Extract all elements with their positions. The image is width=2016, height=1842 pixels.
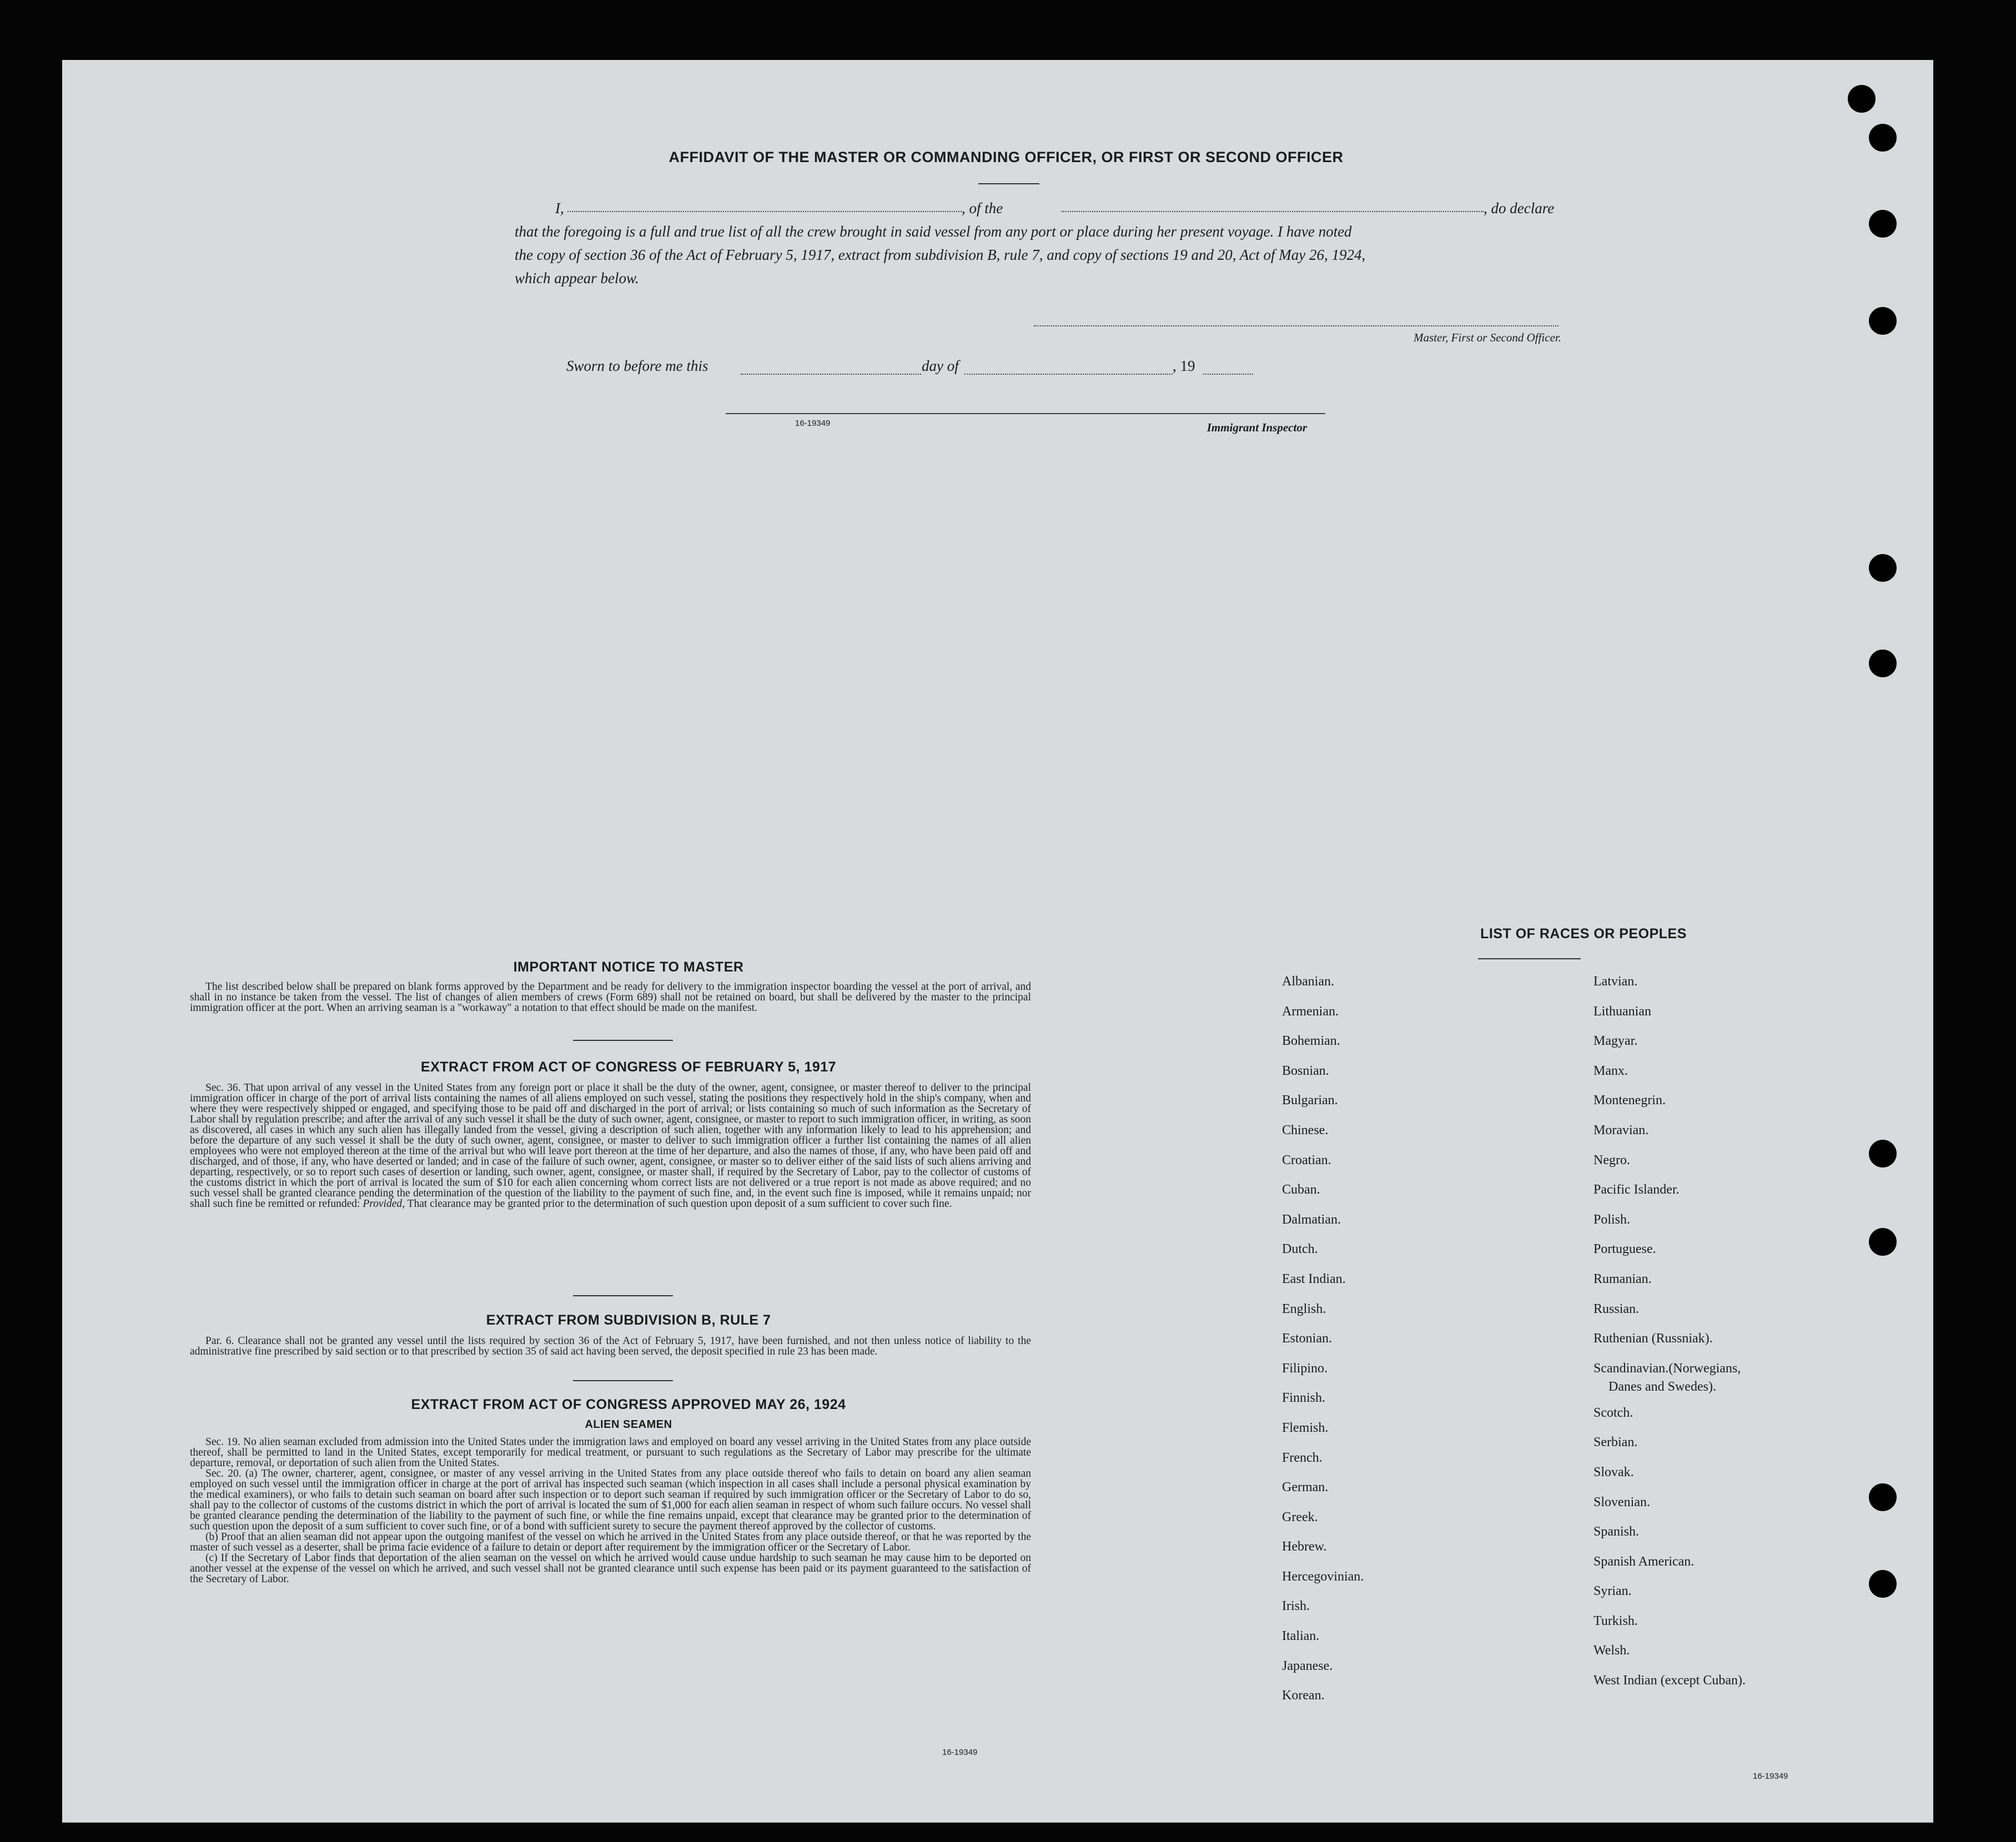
race-item: Pacific Islander. [1593,1182,1680,1197]
race-item: Rumanian. [1593,1271,1652,1286]
race-item: Spanish American. [1593,1554,1695,1569]
notice-text [190,982,1031,1013]
punch-hole [1869,554,1897,582]
race-item: Latvian. [1593,974,1638,989]
race-item: French. [1282,1450,1323,1465]
race-item: Manx. [1593,1063,1628,1078]
race-item: Hercegovinian. [1282,1569,1364,1584]
signature-blank[interactable] [1034,325,1558,326]
race-item: Italian. [1282,1629,1320,1644]
race-item: Bohemian. [1282,1034,1340,1049]
race-item: Syrian. [1593,1584,1632,1599]
year-blank[interactable] [1203,374,1253,375]
punch-hole [1869,650,1897,677]
inspector-signature-line[interactable] [726,413,1325,414]
divider [573,1040,673,1041]
race-item: Slovenian. [1593,1494,1650,1509]
sec19-paragraph: Sec. 19. No alien seaman excluded from admission into the United States under the immigration laws and employed on board any vessel arriving in the United States from any place outside thereof, shall be permitted to land in the United States, except temporarily for medical treatment, or pursuant to such regulations as the Secretary of Labor may prescribe for the ultimate departure, removal, or deportation of such alien from the United States. [190,1436,1031,1469]
affidavit-do-declare: , do declare [1484,200,1555,217]
sec20a-paragraph: Sec. 20. (a) The owner, charterer, agent, consignee, or master of any vessel arriving in the United States from any place outside thereof who fails to detain on board any alien seaman employed on such vessel until the immigration officer in charge at the port of arrival has inspected such seaman (which inspection in all cases shall include a personal physical examination by the medical examiners), or who fails to detain such seaman on board after such inspection or to deport such seaman if required by such immigration officer or the Secretary of Labor to do so, shall pay to the collector of customs of the customs district in which the port of arrival is located the sum of $1,000 for each alien seaman in respect of whom such failure occurs. No vessel shall be granted clearance pending the determination of the liability to the payment of such fine, or while the fine remains unpaid, except that clearance may be granted prior to the determination of such question upon the deposit of a sum sufficient to cover such fine, or of a bond with sufficient surety to secure the payment thereof approved by the collector of customs. [190,1468,1031,1532]
races-left-column [1282,973,1364,1717]
extract-1917-text [190,1083,1031,1209]
affidavit-body-line3: which appear below. [515,270,639,286]
month-blank[interactable] [964,374,1173,375]
extract-1924-title: EXTRACT FROM ACT OF CONGRESS APPROVED MAY 26, 1924 [411,1397,846,1412]
sworn-label: Sworn to before me this [566,358,708,374]
race-item: Korean. [1282,1688,1325,1703]
race-item: Albanian. [1282,974,1334,989]
race-item: Russian. [1593,1301,1640,1316]
race-item: Ruthenian (Russniak). [1593,1331,1713,1346]
races-title: LIST OF RACES OR PEOPLES [1480,926,1687,942]
notice-title: IMPORTANT NOTICE TO MASTER [513,959,744,975]
race-item: Hebrew. [1282,1539,1327,1554]
races-right-column [1593,973,1746,1702]
race-item: Cuban. [1282,1182,1320,1197]
vessel-blank[interactable] [1062,211,1484,212]
divider [978,183,1039,184]
race-item: English. [1282,1301,1326,1316]
race-item: Flemish. [1282,1420,1329,1435]
signature-caption: Master, First or Second Officer. [1414,331,1561,344]
divider [573,1380,673,1381]
year-label: , 19 [1173,358,1195,374]
rule7-paragraph: Par. 6. Clearance shall not be granted any vessel until the lists required by section 36 of the Act of February 5, 1917, have been furnished, and not then unless notice of liability to the administrative fine prescribed by said section or to that prescribed by section 35 of said act having been served, the deposit specified in rule 23 has been made. [190,1335,1031,1357]
divider [573,1295,673,1296]
extract-1924-subtitle: ALIEN SEAMEN [585,1418,672,1431]
race-item: Negro. [1593,1152,1630,1167]
extract-1924-text [190,1437,1031,1584]
race-item: Spanish. [1593,1524,1640,1539]
extract-form-number: 16-19349 [942,1748,978,1757]
affidavit-i-label: I, [555,200,564,217]
punch-hole [1869,1570,1897,1598]
proviso-label: Provided, [363,1198,405,1210]
race-item: Bosnian. [1282,1063,1329,1078]
race-item: Irish. [1282,1599,1310,1614]
race-item: Scotch. [1593,1405,1633,1420]
punch-hole [1848,85,1876,113]
races-form-number: 16-19349 [1753,1771,1788,1781]
race-item: Greek. [1282,1509,1318,1524]
race-item: West Indian (except Cuban). [1593,1673,1746,1688]
name-blank[interactable] [567,211,962,212]
punch-hole [1869,210,1897,238]
race-item: Lithuanian [1593,1004,1651,1019]
extract-rule7-title: EXTRACT FROM SUBDIVISION B, RULE 7 [486,1312,771,1328]
race-item: Armenian. [1282,1004,1339,1019]
inspector-caption: Immigrant Inspector [1206,421,1307,434]
notice-paragraph: The list described below shall be prepared on blank forms approved by the Department and be ready for delivery to the immigration inspector boarding the vessel at the port of arrival, and shall in no instance be taken from the vessel. The list of changes of alien members of crews (Form 689) shall not be retained on board, but shall be delivered by the master to the principal immigration officer at the port. When an arriving seaman is a "workaway" a notation to that effect should be made on the manifest. [190,981,1031,1014]
race-item: Chinese. [1282,1123,1329,1138]
punch-hole [1869,1140,1897,1167]
race-item: Bulgarian. [1282,1093,1338,1108]
scandinavian-continuation: Danes and Swedes). [1608,1380,1716,1394]
race-item: Scandinavian.(Norwegians, [1593,1361,1741,1376]
race-item: German. [1282,1480,1329,1495]
race-item: Croatian. [1282,1152,1331,1167]
affidavit-form-number: 16-19349 [795,419,831,428]
race-item: Dalmatian. [1282,1212,1341,1227]
race-item: Magyar. [1593,1034,1638,1049]
race-item: Polish. [1593,1212,1631,1227]
sec20c-paragraph: (c) If the Secretary of Labor finds that deportation of the alien seaman on the vessel on which he arrived would cause undue hardship to such seaman he may cause him to be deported on another vessel at the expense of the vessel on which he arrived, and such vessel shall not be granted clearance until such expense has been paid or its payment guaranteed to the satisfaction of the Secretary of Labor. [190,1552,1031,1585]
extract-rule7-text [190,1336,1031,1357]
punch-hole [1869,1228,1897,1256]
race-item: Serbian. [1593,1435,1638,1450]
divider [1478,958,1581,959]
affidavit-body-line2: the copy of section 36 of the Act of February 5, 1917, extract from subdivision B, rule 7, and copy of sections 19 and 20, Act of May 26, 1924, [515,246,1366,263]
race-item: Estonian. [1282,1331,1332,1346]
punch-hole [1869,1483,1897,1511]
extract-1917-title: EXTRACT FROM ACT OF CONGRESS OF FEBRUARY 5, 1917 [420,1059,837,1075]
race-item: Slovak. [1593,1464,1634,1479]
race-item: Welsh. [1593,1643,1630,1658]
day-blank[interactable] [741,374,921,375]
sec20b-paragraph: (b) Proof that an alien seaman did not appear upon the outgoing manifest of the vessel on which he arrived in the United States from any place outside thereof, or that he was reported by the master of such vessel as a deserter, shall be prima facie evidence of a failure to detain or deport after requirement by the immigration officer or the Secretary of Labor. [190,1531,1031,1553]
race-item: Montenegrin. [1593,1093,1666,1108]
document-page [62,60,1933,1823]
proviso-text: That clearance may be granted prior to the determination of such question upon deposit of a sum sufficient to cover such fine. [407,1198,952,1210]
race-item: Dutch. [1282,1242,1318,1257]
race-item: Moravian. [1593,1123,1649,1138]
punch-hole [1869,307,1897,335]
punch-hole [1869,124,1897,152]
day-of-label: day of [922,358,959,374]
affidavit-title: AFFIDAVIT OF THE MASTER OR COMMANDING OFFICER, OR FIRST OR SECOND OFFICER [668,149,1344,165]
race-item: Turkish. [1593,1613,1638,1628]
affidavit-of-the-label: , of the [962,200,1003,217]
race-item: Portuguese. [1593,1242,1656,1257]
sec36-text: Sec. 36. That upon arrival of any vessel in the United States from any foreign port or place it shall be the duty of the owner, agent, consignee, or master thereof to deliver to the principal immigration officer in charge of the port of arrival lists containing the names of all aliens employed on such vessel, stating the positions they respectively hold in the ship's company, when and where they were respectively shipped or engaged, and specifying those to be paid off and discharged in the port of arrival; or lists containing so much of such information as the Secretary of Labor shall by regulation prescribe; and after the arrival of any such vessel it shall be the duty of such owner, agent, consignee, or master to report to such immigration officer, in writing, as soon as discovered, all cases in which any such alien has illegally landed from the vessel, giving a description of such alien, together with any information likely to lead to his apprehension; and before the departure of any such vessel it shall be the duty of such owner, agent, consignee, or master to deliver to such immigration officer a further list containing the names of all alien employees who were not employed thereon at the time of the arrival but who will leave port thereon at the time of her departure, and also the names of those, if any, who have been paid off and discharged, and of those, if any, who have deserted or landed; and in case of the failure of such owner, agent, consignee, or master so to deliver either of the said lists of such aliens arriving and departing, respectively, or so to report such cases of desertion or landing, such owner, agent, consignee, or master shall, if required by the Secretary of Labor, pay to the collector of customs of the customs district in which the port of arrival is located the sum of $10 for each alien concerning whom correct lists are not delivered or a true report is not made as above required; and no such vessel shall be granted clearance pending the determination of the question of the liability to the payment of such fine, and, in the event such fine is imposed, while it remains unpaid; nor shall such fine be remitted or refunded: [190,1082,1031,1210]
race-item: East Indian. [1282,1271,1346,1286]
affidavit-body-line1: that the foregoing is a full and true list of all the crew brought in said vessel from any port or place during her present voyage. I have noted [515,223,1352,240]
race-item: Japanese. [1282,1658,1333,1673]
race-item: Finnish. [1282,1391,1326,1406]
race-item: Filipino. [1282,1361,1328,1376]
